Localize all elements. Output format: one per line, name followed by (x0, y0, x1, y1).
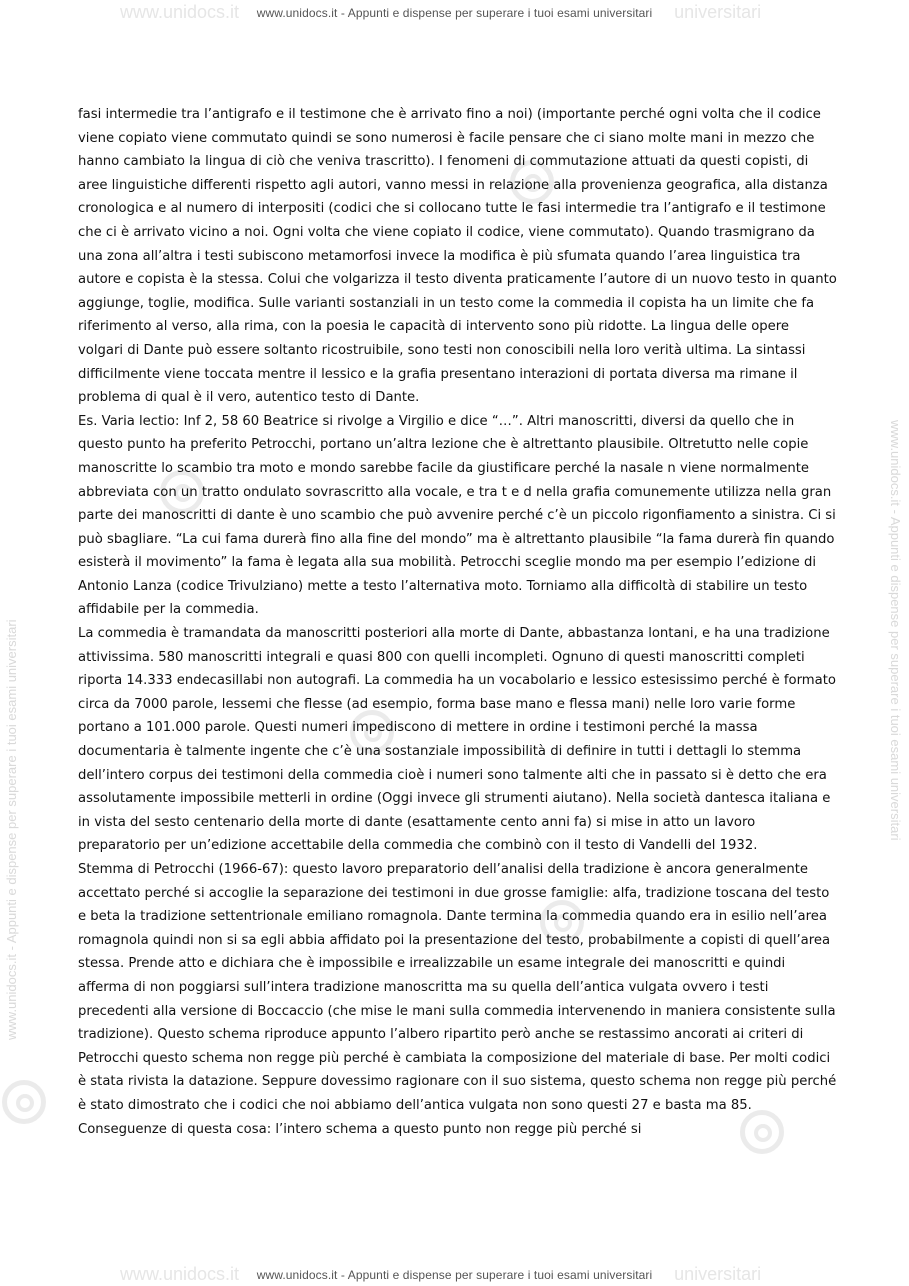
watermark-ghost-right-text: universitari (674, 2, 762, 22)
paragraph: Es. Varia lectio: Inf 2, 58 60 Beatrice si rivolge a Virgilio e dice “…”. Altri manoscritti, diversi da quello che in questo punto ha preferito Petrocchi, portano un’altra lezione che è altrettanto plausibile. Oltretutto nelle copie manoscritte lo scambio tra moto e mondo sarebbe facile da giustificare perché la nasale n viene normalmente abbreviata con un tratto ondulato sovrascritto alla vocale, e tra t e d nella grafia comunemente utilizza nella gran parte dei manoscritti di dante è uno scambio che può avvenire perché c’è un piccolo rigonfiamento a sinistra. Ci si può sbagliare. “La cui fama durerà fino alla fine del mondo” ma è altrettanto plausibile “la fama durerà fin quando esisterà il movimento” la fama è legata alla sua mobilità. Petrocchi sceglie mondo ma per esempio l’edizione di Antonio Lanza (codice Trivulziano) mette a testo l’alternativa moto. Torniamo alla difficoltà di stabilire un testo affidabile per la commedia. (78, 413, 836, 618)
paragraph: Stemma di Petrocchi (1966-67): questo lavoro preparatorio dell’analisi della tradizione è ancora generalmente accettato perché si accoglie la separazione dei testimoni in due grosse famiglie: alfa, tradizione toscana del testo e beta la tradizione settentrionale emiliano romagnola. Dante termina la commedia quando era in esilio nell’area romagnola quindi non si sa egli abbia affidato poi la presentazione del testo, probabilmente a copisti di quell’area stessa. Prende atto e dichiara che è impossibile e irrealizzabile un esame integrale dei manoscritti e quindi afferma di non poggiarsi sull’intera tradizione manoscritta ma su quella dell’antica vulgata ovvero i testi precedenti alla versione di Boccaccio (che mise le mani sulla commedia intervenendo in maniera consistente sulla tradizione). Questo schema riproduce appunto l’albero ripartito però anche se restassimo ancorati ai criteri di Petrocchi questo schema non regge più perché è cambiata la composizione del materiale di base. Per molti codici è stata rivista la datazione. Seppure dovessimo ragionare con il suo sistema, questo schema non regge più perché è stato dimostrato che i codici che noi abbiamo dell’antica vulgata non sono questi 27 e basta ma 85. Conseguenze di questa cosa: l’intero schema a questo punto non regge più perché si (78, 862, 837, 1137)
watermark-ghost-left-text: www.unidocs.it (120, 1264, 240, 1284)
side-watermark-right: www.unidocs.it - Appunti e dispense per superare i tuoi esami universitari (888, 420, 903, 841)
watermark-ghost-left-text: www.unidocs.it (120, 2, 240, 22)
watermark-logo-icon (2, 1080, 46, 1124)
watermark-ghost-right-text: universitari (674, 1264, 762, 1284)
paragraph: fasi intermedie tra l’antigrafo e il testimone che è arrivato fino a noi) (importante perché ogni volta che il codice viene copiato viene commutato quindi se sono numerosi è facile pensare che ci siano molte mani in mezzo che hanno cambiato la lingua di ciò che veniva trascritto). I fenomeni di commutazione attuati da questi copisti, di aree linguistiche differenti rispetto agli autori, vanno messi in relazione alla provenienza geografica, alla distanza cronologica e al numero di interpositi (codici che si collocano tutte le fasi intermedie tra l’antigrafo e il testimone che ci è arrivato vicino a noi. Ogni volta che viene copiato il codice, viene commutato). Quando trasmigrano da una zona all’altra i testi subiscono metamorfosi invece la modifica è più sfumata quando l’area linguistica tra autore e copista è la stessa. Colui che volgarizza il testo diventa praticamente l’autore di un nuovo testo in quanto aggiunge, toglie, modifica. Sulle varianti sostanziali in un testo come la commedia il copista ha un limite che fa riferimento al verso, alla rima, con la poesia le capacità di intervento sono più ridotte. La lingua delle opere volgari di Dante può essere soltanto ricostruibile, sono testi non conoscibili nella loro verità ultima. La sintassi difficilmente viene toccata mentre il lessico e la grafia presentano interazioni di portata diversa ma rimane il problema di qual è il vero, autentico testo di Dante. (78, 107, 837, 406)
footer-banner: www.unidocs.it - Appunti e dispense per superare i tuoi esami universitari (256, 1268, 653, 1282)
paragraph: La commedia è tramandata da manoscritti posteriori alla morte di Dante, abbastanza lontani, e ha una tradizione attivissima. 580 manoscritti integrali e quasi 800 con quelli incompleti. Ognuno di questi manoscritti completi riporta 14.333 endecasillabi non autografi. La commedia ha un vocabolario e lessico estesissimo perché è formato circa da 7000 parole, lessemi che flesse (ad esempio, forma base mano e flessa mani) nelle loro varie forme portano a 101.000 parole. Questi numeri impediscono di mettere in ordine i testimoni perché la massa documentaria è talmente ingente che c’è una sostanziale impossibilità di definire in tutti i dettagli lo stemma dell’intero corpus dei testimoni della commedia cioè i numeri sono talmente alti che in passato si è detto che era assolutamente impossibile metterli in ordine (Oggi invece gli strumenti aiutano). Nella società dantesca italiana e in vista del sesto centenario della morte di dante (esattamente cento anni fa) si mise in atto un lavoro preparatorio per un’edizione accettabile della commedia che combinò con il testo di Vandelli del 1932. (78, 626, 836, 854)
header-banner: www.unidocs.it - Appunti e dispense per superare i tuoi esami universitari (256, 6, 653, 20)
document-body (78, 103, 838, 1141)
side-watermark-left: www.unidocs.it - Appunti e dispense per superare i tuoi esami universitari (4, 619, 19, 1040)
